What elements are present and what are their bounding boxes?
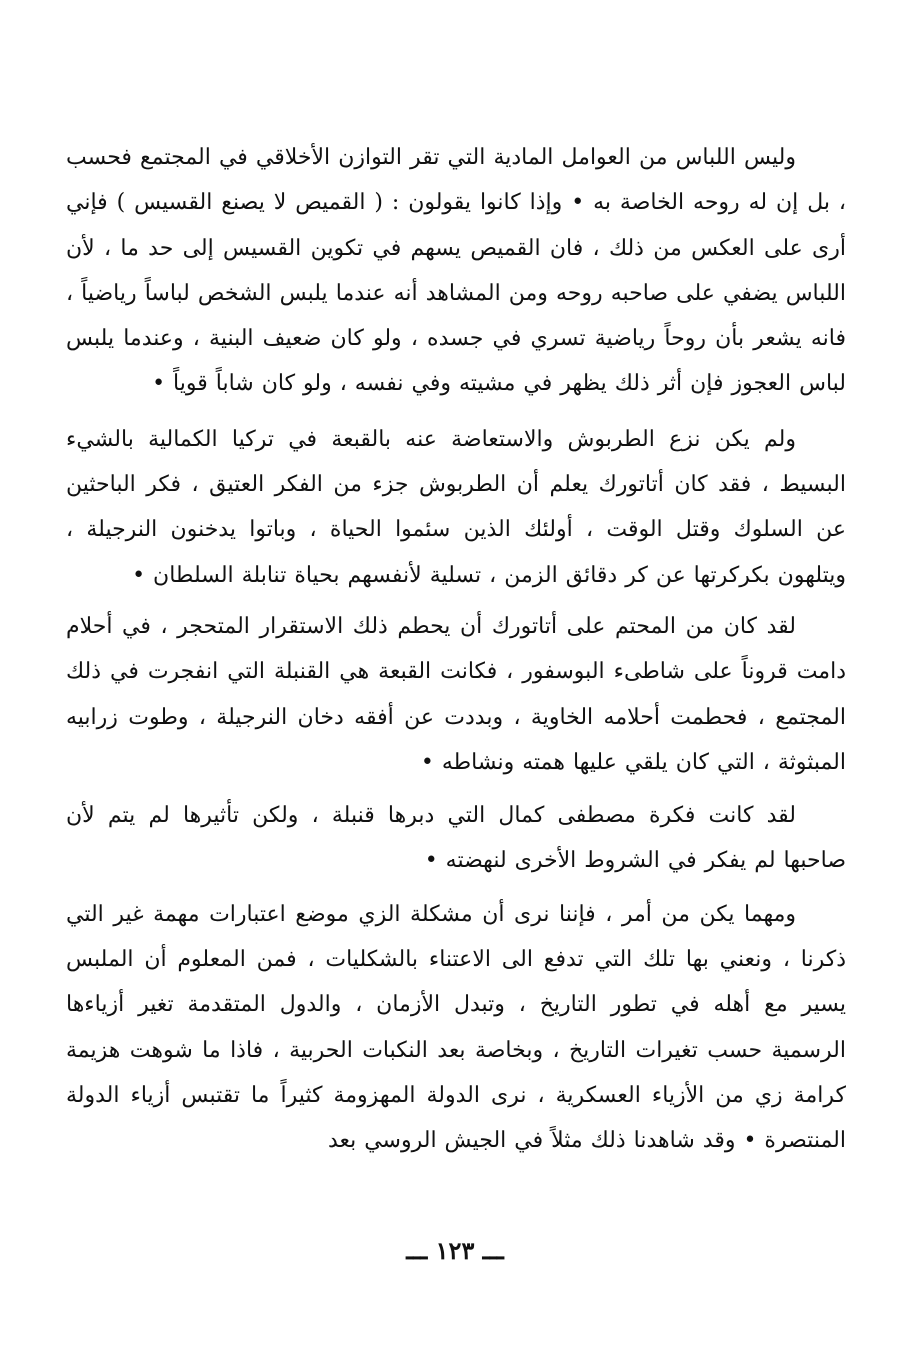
paragraph-3: لقد كان من المحتم على أتاتورك أن يحطم ذلك الاستقرار المتحجر ، في أحلام دامت قروناً على شاطىء البوسفور ، فكانت القبعة هي القنبلة التي انفجرت في ذلك المجتمع ، فحطمت أحلامه الخاوية ، وبددت عن أفقه دخان النرجيلة ، وطوت زرابيه المبثوثة ، التي كان يلقي عليها همته ونشاطه •	[66, 613, 846, 775]
body-text	[66, 135, 846, 1164]
paragraph-2: ولم يكن نزع الطربوش والاستعاضة عنه بالقبعة في تركيا الكمالية بالشيء البسيط ، فقد كان أتاتورك يعلم أن الطربوش جزء من الفكر العتيق ، فكر الباحثين عن السلوك وقتل الوقت ، أولئك الذين سئموا الحياة ، وباتوا يدخنون النرجيلة ، ويتلهون بكركرتها عن كر دقائق الزمن ، تسلية لأنفسهم بحياة تنابلة السلطان •	[66, 426, 846, 588]
paragraph-4: لقد كانت فكرة مصطفى كمال التي دبرها قنبلة ، ولكن تأثيرها لم يتم لأن صاحبها لم يفكر في الشروط الأخرى لنهضته •	[66, 803, 846, 874]
paragraph-5: ومهما يكن من أمر ، فإننا نرى أن مشكلة الزي موضع اعتبارات مهمة غير التي ذكرنا ، ونعني بها تلك التي تدفع الى الاعتناء بالشكليات ، فمن المعلوم أن الملبس يسير مع أهله في تطور التاريخ ، وتبدل الأزمان ، والدول المتقدمة تغير أزياءها الرسمية حسب تغيرات التاريخ ، وبخاصة بعد النكبات الحربية ، فاذا ما شوهت هزيمة كرامة زي من الأزياء العسكرية ، نرى الدولة المهزومة كثيراً ما تقتبس أزياء الدولة المنتصرة • وقد شاهدنا ذلك مثلاً في الجيش الروسي بعد	[66, 901, 846, 1154]
paragraph-1: وليس اللباس من العوامل المادية التي تقر التوازن الأخلاقي في المجتمع فحسب ، بل إن له روحه الخاصة به • وإذا كانوا يقولون : ( القميص لا يصنع القسيس ) فإني أرى على العكس من ذلك ، فان القميص يسهم في تكوين القسيس إلى حد ما ، لأن اللباس يضفي على صاحبه روحه ومن المشاهد أنه عندما يلبس الشخص لباساً رياضياً ، فانه يشعر بأن روحاً رياضية تسري في جسده ، ولو كان ضعيف البنية ، وعندما يلبس لباس العجوز فإن أثر ذلك يظهر في مشيته وفي نفسه ، ولو كان شاباً قوياً •	[66, 145, 846, 397]
page-number: ـــ ١٢٣ ـــ	[406, 1236, 504, 1265]
